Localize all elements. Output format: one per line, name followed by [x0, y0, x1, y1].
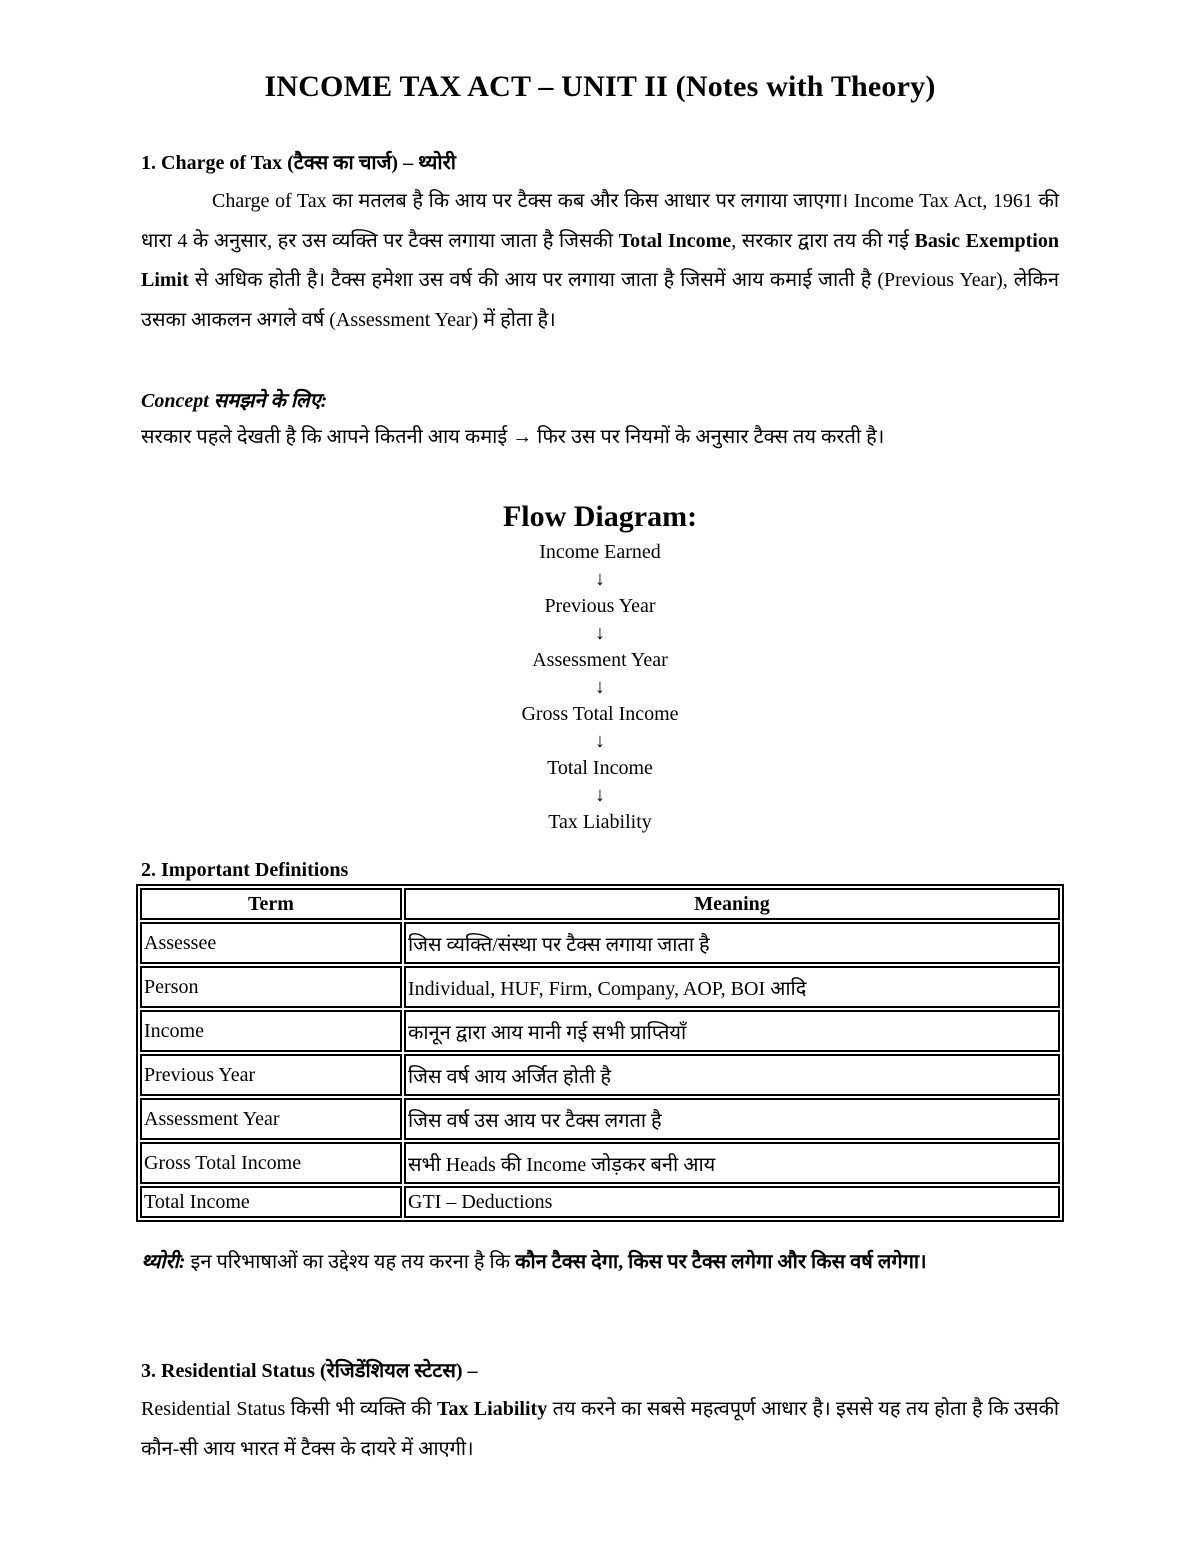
definitions-theory-note: [141, 1243, 1059, 1281]
meaning-cell: जिस व्यक्ति/संस्था पर टैक्स लगाया जाता है: [404, 922, 1060, 964]
section-1-text-c: , सरकार द्वारा तय की गई: [731, 229, 915, 252]
table-row: [140, 966, 1060, 1008]
term-cell: Assessee: [140, 922, 402, 964]
flow-step: Tax Liability: [548, 811, 652, 833]
down-arrow-icon: ↓: [595, 622, 605, 644]
table-row: [140, 1098, 1060, 1140]
column-header-term: Term: [140, 888, 402, 920]
section-3-paragraph: [141, 1390, 1059, 1469]
table-row: [140, 922, 1060, 964]
section-1-paragraph: [141, 182, 1059, 340]
flow-step: Assessment Year: [532, 649, 668, 671]
document-title: INCOME TAX ACT – UNIT II (Notes with Theory): [264, 70, 936, 103]
table-row: [140, 1010, 1060, 1052]
section-1-text-a: Charge of Tax का मतलब है कि आय पर टैक्स कब और किस आधार पर लगाया जाएगा। Income Tax Act, 1961 की धारा 4 के अनुसार, हर उस व्यक्ति पर टैक्स लगाया जाता है जिसकी: [141, 190, 1059, 252]
flow-step: Gross Total Income: [521, 703, 679, 725]
meaning-cell: जिस वर्ष उस आय पर टैक्स लगता है: [404, 1098, 1060, 1140]
theory-text: इन परिभाषाओं का उद्देश्य यह तय करना है कि: [185, 1251, 516, 1273]
table-row: [140, 1142, 1060, 1184]
basic-exemption-limit-term: Basic Exemption Limit: [141, 229, 1059, 291]
section-3-text-a: Residential Status किसी भी व्यक्ति की: [141, 1398, 437, 1420]
meaning-cell: जिस वर्ष आय अर्जित होती है: [404, 1054, 1060, 1096]
flow-diagram: [300, 497, 900, 836]
definitions-table: [136, 884, 1064, 1222]
flow-step: Previous Year: [544, 595, 656, 617]
flow-step: Total Income: [547, 757, 653, 779]
down-arrow-icon: ↓: [595, 568, 605, 590]
table-header-row: [140, 888, 1060, 920]
tax-liability-term: Tax Liability: [436, 1398, 548, 1420]
section-3-heading: 3. Residential Status (रेजिडेंशियल स्टेटस) –: [141, 1360, 478, 1382]
meaning-cell: GTI – Deductions: [404, 1186, 1060, 1218]
term-cell: Person: [140, 966, 402, 1008]
flow-diagram-title: Flow Diagram:: [502, 500, 698, 533]
section-1-text-d: से अधिक होती है। टैक्स हमेशा उस वर्ष की आय पर लगाया जाता है जिसमें आय कमाई जाती है (Previous Year), लेकिन उसका आकलन अगले वर्ष (Assessment Year) में होता है।: [141, 269, 1060, 331]
down-arrow-icon: ↓: [595, 730, 605, 752]
total-income-term: Total Income: [618, 229, 732, 252]
meaning-cell: Individual, HUF, Firm, Company, AOP, BOI आदि: [404, 966, 1060, 1008]
term-cell: Gross Total Income: [140, 1142, 402, 1184]
concept-text: सरकार पहले देखती है कि आपने कितनी आय कमाई → फिर उस पर नियमों के अनुसार टैक्स तय करती है।: [141, 426, 885, 448]
section-1-heading: 1. Charge of Tax (टैक्स का चार्ज) – थ्योरी: [141, 152, 456, 174]
flow-step: Income Earned: [539, 541, 661, 563]
term-cell: Income: [140, 1010, 402, 1052]
meaning-cell: सभी Heads की Income जोड़कर बनी आय: [404, 1142, 1060, 1184]
table-row: [140, 1054, 1060, 1096]
section-3-text-b: तय करने का सबसे महत्वपूर्ण आधार है। इससे यह तय होता है कि उसकी कौन-सी आय भारत में टैक्स के दायरे में आएगी।: [141, 1398, 1059, 1460]
term-cell: Assessment Year: [140, 1098, 402, 1140]
column-header-meaning: Meaning: [404, 888, 1060, 920]
section-2-heading: 2. Important Definitions: [141, 859, 349, 881]
theory-bold-text: कौन टैक्स देगा, किस पर टैक्स लगेगा और किस वर्ष लगेगा।: [515, 1251, 927, 1273]
down-arrow-icon: ↓: [595, 784, 605, 806]
down-arrow-icon: ↓: [595, 676, 605, 698]
meaning-cell: कानून द्वारा आय मानी गई सभी प्राप्तियाँ: [404, 1010, 1060, 1052]
term-cell: Previous Year: [140, 1054, 402, 1096]
table-row: [140, 1186, 1060, 1218]
term-cell: Total Income: [140, 1186, 402, 1218]
theory-label: थ्योरी:: [141, 1251, 186, 1273]
concept-heading: Concept समझने के लिए:: [141, 390, 328, 412]
